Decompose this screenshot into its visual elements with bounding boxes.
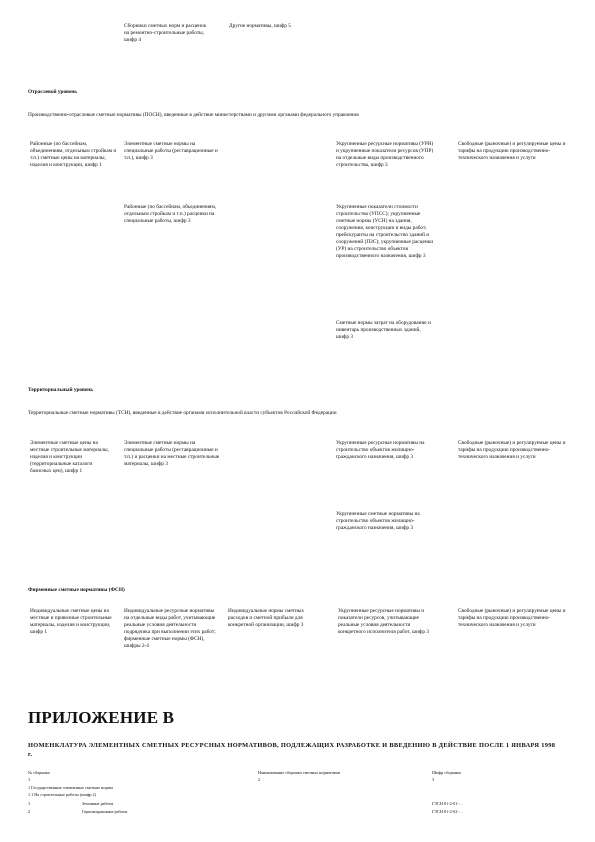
table-colnum-1: 1: [28, 777, 31, 782]
table-header-number: № сборника: [28, 770, 50, 775]
table-colnum-3: 3: [432, 777, 435, 782]
branch-col5-text: Свободные (рыночные) и регулируемые цены и тарифы на продукцию производственно-технического назначения и услуги: [458, 141, 566, 161]
branch-col4a-text: Укрупненные ресурсные нормативы (УРН) и укрупненные показатели ресурсов (УПР) на отдельные виды производственного строительства, шифр 3: [336, 141, 434, 168]
branch-col2b-text: Районные (по бассейнам, объединениям, отдельным стройкам и т.п.) расценки на специальные работы, шифр 3: [124, 204, 217, 224]
branch-level-subtitle: Производственно-отраслевые сметные нормативы (ПОСН), введенные в действие министерствами и другими органами федерального управления: [28, 112, 359, 118]
table-row-2-code: ГЭСН 81-2-02-…: [432, 809, 463, 814]
branch-col4b-text: Укрупненные показатели стоимости строительства (УПСС); укрупненные сметные нормы (УСН) на здания, сооружения, конструкции и виды работ; прейскуранты на строительство зданий и сооружений (ПЗС); укрупненные расценки (УР) на строительство объектов производственного назначения, шифр 3: [336, 204, 434, 259]
appendix-subtitle: НОМЕНКЛАТУРА ЭЛЕМЕНТНЫХ СМЕТНЫХ РЕСУРСНЫХ НОРМАТИВОВ, ПОДЛЕЖАЩИХ РАЗРАБОТКЕ И ВВЕДЕНИЮ В ДЕЙСТВИЕ ПОСЛЕ 1 ЯНВАРЯ 1998 г.: [28, 742, 556, 758]
firm-col5-text: Свободные (рыночные) и регулируемые цены и тарифы на продукцию производственно-технического назначения и услуги: [458, 608, 566, 628]
table-header-code: Шифр сборника: [432, 770, 461, 775]
table-header-name: Наименование сборника сметных нормативов: [258, 770, 340, 775]
top-col2-text: Сборники сметных норм и расценок на ремонтно-строительные работы, шифр 4: [124, 23, 207, 43]
table-section-title: 1 Государственные элементные сметные нормы: [28, 785, 114, 790]
territorial-col4b-text: Укрупненные сметные нормативы на строительство объектов жилищно-гражданского назначения, шифр 3: [336, 511, 420, 531]
firm-col4-text: Укрупненные ресурсные нормативы и показатели ресурсов, учитывающие реальные условия деятельности конкретного исполнителя работ, шифр 3: [338, 608, 429, 635]
top-col3-text: Другие нормативы, шифр 5: [229, 23, 291, 29]
territorial-col4a-text: Укрупненные ресурсные нормативы на строительство объектов жилищно-гражданского назначения, шифр 3: [336, 440, 425, 460]
branch-col1-text: Районные (по бассейнам, объединениям, отдельным стройкам и т.п.) сметные цены на материалы, изделия и конструкции, шифр 1: [30, 141, 117, 168]
table-row-2-name: Горновскрышные работы: [82, 809, 128, 814]
table-row-1-num: 1: [28, 801, 31, 806]
territorial-level-title: Территориальный уровень: [28, 387, 94, 393]
territorial-level-subtitle: Территориальные сметные нормативы (ТСН), введенные в действие органами исполнительной власти субъектов Российской Федерации: [28, 410, 337, 416]
territorial-col2-text: Элементные сметные нормы на специальные работы (реставрационные и т.п.) и расценки на местные строительные материалы, шифр 3: [124, 440, 220, 467]
territorial-col5-text: Свободные (рыночные) и регулируемые цены и тарифы на продукцию производственно-технического назначения и услуги: [458, 440, 566, 460]
table-colnum-2: 2: [258, 777, 261, 782]
firm-col3-text: Индивидуальные нормы сметных расходов и сметной прибыли для конкретной организации, шифр 3: [228, 608, 305, 628]
branch-col4c-text: Сметные нормы затрат на оборудование и инвентарь производственных зданий, шифр 3: [336, 320, 431, 340]
table-row-1-name: Земляные работы: [82, 801, 114, 806]
table-row-2-num: 2: [28, 809, 31, 814]
firm-col1-text: Индивидуальные сметные цены на местные и привозные строительные материалы, изделия и конструкции, шифр 1: [30, 608, 112, 635]
branch-level-title: Отраслевой уровень: [28, 89, 78, 95]
table-subsection-title: 1.1 На строительные работы (шифр 2): [28, 792, 97, 797]
appendix-title: ПРИЛОЖЕНИЕ В: [28, 708, 175, 727]
firm-level-title: Фирменные сметные нормативы (ФСН): [28, 587, 125, 593]
firm-col2-text: Индивидуальные ресурсные нормативы на отдельные виды работ, учитывающие реальные условия деятельности подрядчика при выполнении этих работ; фирменные сметные нормы (ФСН), шифры 2-4: [124, 608, 216, 649]
table-row-1-code: ГЭСН 81-2-01-…: [432, 801, 463, 806]
branch-col2a-text: Элементные сметные нормы на специальные работы (реставрационные и т.п.), шифр 3: [124, 141, 218, 161]
territorial-col1-text: Элементные сметные цены на местные строительные материалы, изделия и конструкции (территориальные каталоги базисных цен), шифр 1: [30, 440, 109, 474]
